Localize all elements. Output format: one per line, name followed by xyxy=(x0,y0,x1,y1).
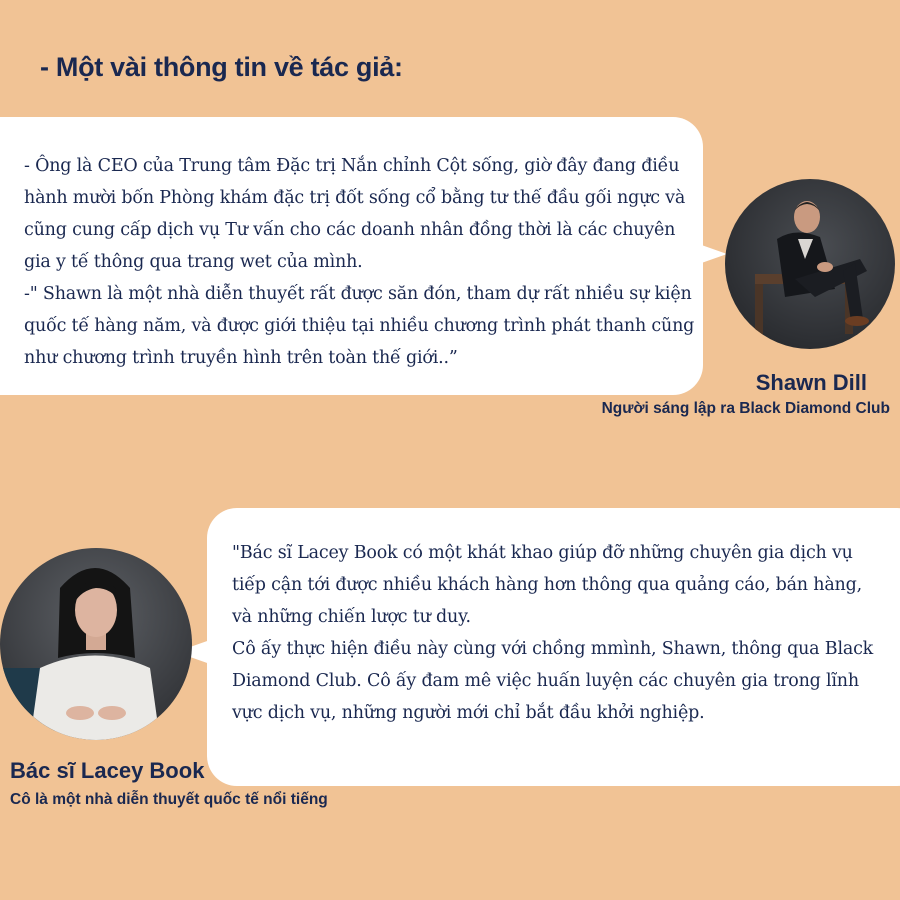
bio-paragraph: - Ông là CEO của Trung tâm Đặc trị Nắn chỉnh Cột sống, giờ đây đang điều hành mười bốn Phòng khám đặc trị đốt sống cổ bằng tư thế đầu gối ngực và cũng cung cấp dịch vụ Tư vấn cho các doanh nhân đồng thời là các chuyên gia y tế thông qua trang wet của mình. xyxy=(24,156,686,272)
avatar-lacey-book xyxy=(0,548,192,740)
author-role-lacey: Cô là một nhà diễn thuyết quốc tế nổi tiếng xyxy=(10,791,328,808)
bio-paragraph: "Bác sĩ Lacey Book có một khát khao giúp đỡ những chuyên gia dịch vụ tiếp cận tới được nhiều khách hàng hơn thông qua quảng cáo, bán hàng, và những chiến lược tư duy. xyxy=(232,543,862,627)
avatar-shawn-dill xyxy=(725,179,895,349)
author-name-lacey: Bác sĩ Lacey Book xyxy=(10,758,205,783)
author-bio-shawn xyxy=(24,150,700,374)
author-name-shawn: Shawn Dill xyxy=(755,370,867,395)
portrait-woman-seated xyxy=(0,548,192,740)
page-heading: - Một vài thông tin về tác giả: xyxy=(40,52,403,82)
portrait-man-seated xyxy=(725,179,895,349)
author-role-shawn: Người sáng lập ra Black Diamond Club xyxy=(601,400,890,417)
bio-paragraph: -" Shawn là một nhà diễn thuyết rất được săn đón, tham dự rất nhiều sự kiện quốc tế hàng năm, và được giới thiệu tại nhiều chương trình phát thanh cũng như chương trình truyền hình trên toàn thế giới..” xyxy=(24,284,695,368)
author-bio-lacey xyxy=(232,537,882,729)
bio-paragraph: Cô ấy thực hiện điều này cùng với chồng mmình, Shawn, thông qua Black Diamond Club. Cô ấy đam mê việc huấn luyện các chuyên gia trong lĩnh vực dịch vụ, những người mới chỉ bắt đầu khởi nghiệp. xyxy=(232,639,874,723)
